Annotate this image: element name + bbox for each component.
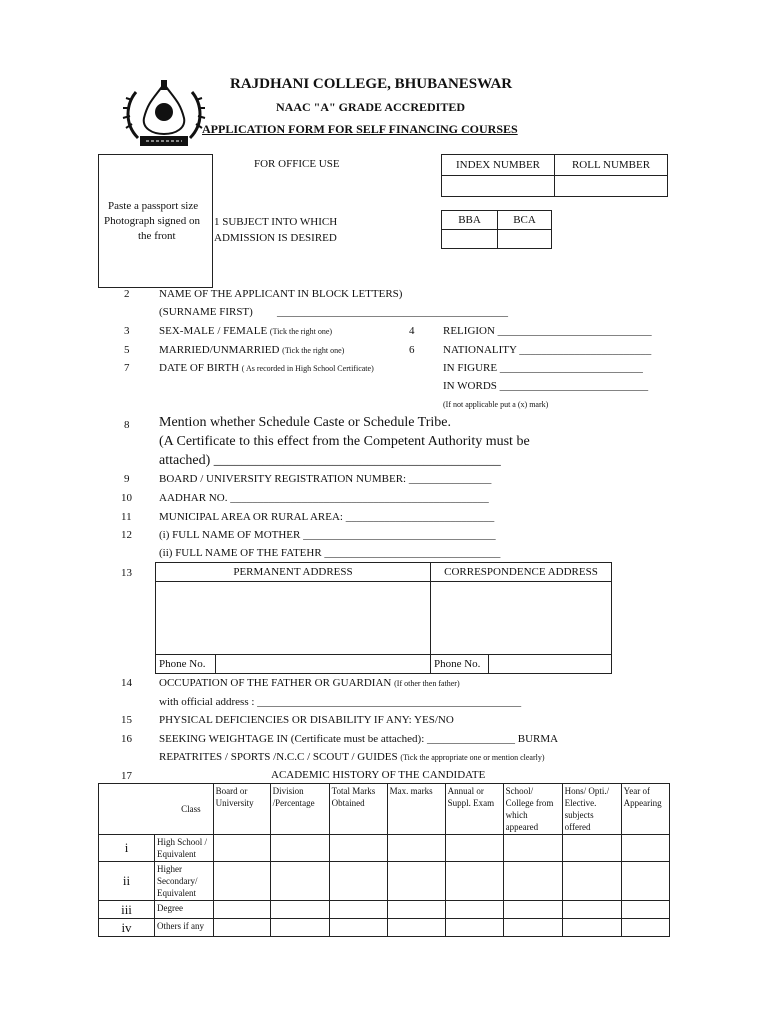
father-name-field[interactable]: (ii) FULL NAME OF THE FATEHR ________________________________ [159, 547, 501, 559]
school-header: School/ College from which appeared [503, 784, 562, 835]
caste-line-2: (A Certificate to this effect from the Competent Authority must be [159, 434, 530, 449]
row-number: iii [99, 901, 155, 919]
table-cell[interactable] [562, 862, 621, 901]
dob-label [159, 362, 374, 374]
form-title: APPLICATION FORM FOR SELF FINANCING COURSES [202, 122, 518, 136]
table-cell[interactable] [387, 901, 445, 919]
table-cell[interactable] [562, 919, 621, 937]
permanent-phone-field[interactable] [216, 655, 431, 674]
item-number-11: 11 [121, 511, 132, 523]
class-cell: Higher Secondary/ Equivalent [155, 862, 214, 901]
table-cell[interactable] [387, 919, 445, 937]
bba-tick-box[interactable] [442, 230, 498, 249]
not-applicable-note: (If not applicable put a (x) mark) [443, 400, 549, 409]
occupation-text: OCCUPATION OF THE FATHER OR GUARDIAN [159, 677, 392, 689]
repatrites-label [159, 751, 545, 763]
office-use-label: FOR OFFICE USE [254, 158, 340, 170]
item-number-6: 6 [409, 344, 415, 356]
nationality-field[interactable]: NATIONALITY ________________________ [443, 344, 652, 356]
item-number-8: 8 [124, 419, 130, 431]
item-number-2: 2 [124, 288, 130, 300]
table-cell[interactable] [213, 919, 270, 937]
subject-bca: BCA [498, 211, 552, 230]
bca-tick-box[interactable] [498, 230, 552, 249]
table-cell[interactable] [562, 901, 621, 919]
roll-number-field[interactable] [555, 176, 668, 197]
surname-field[interactable]: __________________________________________ [277, 306, 508, 318]
table-cell[interactable] [329, 919, 387, 937]
office-use-table [441, 154, 668, 197]
table-cell[interactable] [213, 901, 270, 919]
permanent-phone-label: Phone No. [156, 655, 216, 674]
dob-note: ( As recorded in High School Certificate) [241, 364, 374, 373]
table-cell[interactable] [621, 862, 669, 901]
table-cell[interactable] [329, 862, 387, 901]
applicant-name-label: NAME OF THE APPLICANT IN BLOCK LETTERS) [159, 288, 403, 300]
table-cell[interactable] [270, 901, 329, 919]
photo-instruction-2: Photograph signed on [104, 215, 200, 227]
table-row [99, 901, 670, 919]
item-number-10: 10 [121, 492, 132, 504]
subject-table [441, 210, 552, 249]
item-number-4: 4 [409, 325, 415, 337]
year-header: Year of Appearing [621, 784, 669, 835]
item-number-13: 13 [121, 567, 132, 579]
academic-history-title: ACADEMIC HISTORY OF THE CANDIDATE [271, 769, 486, 781]
total-marks-header: Total Marks Obtained [329, 784, 387, 835]
caste-line-1: Mention whether Schedule Caste or Schedule Tribe. [159, 415, 452, 430]
table-cell[interactable] [270, 835, 329, 862]
class-cell: High School / Equivalent [155, 835, 214, 862]
table-cell[interactable] [503, 835, 562, 862]
item-number-17: 17 [121, 770, 132, 782]
index-number-header: INDEX NUMBER [442, 155, 555, 176]
sex-note: (Tick the right one) [269, 327, 333, 336]
class-cell: Degree [155, 901, 214, 919]
table-cell[interactable] [621, 919, 669, 937]
table-cell[interactable] [270, 919, 329, 937]
physical-deficiency-label: PHYSICAL DEFICIENCIES OR DISABILITY IF ANY: YES/NO [159, 714, 454, 726]
roll-number-header: ROLL NUMBER [555, 155, 668, 176]
repatrites-note: (Tick the appropriate one or mention clearly) [400, 753, 545, 762]
item-number-15: 15 [121, 714, 132, 726]
permanent-address-field[interactable] [156, 582, 431, 655]
board-registration-field[interactable]: BOARD / UNIVERSITY REGISTRATION NUMBER: _______________ [159, 473, 492, 485]
row-number: ii [99, 862, 155, 901]
table-cell[interactable] [445, 862, 503, 901]
item-number-3: 3 [124, 325, 130, 337]
weightage-field[interactable]: SEEKING WEIGHTAGE IN (Certificate must be attached): ________________ BURMA [159, 733, 559, 745]
item-number-14: 14 [121, 677, 132, 689]
table-cell[interactable] [621, 835, 669, 862]
exam-type-header: Annual or Suppl. Exam [445, 784, 503, 835]
dob-text: DATE OF BIRTH [159, 362, 240, 374]
table-cell[interactable] [621, 901, 669, 919]
religion-field[interactable]: RELIGION ____________________________ [443, 325, 652, 337]
row-number: i [99, 835, 155, 862]
table-row [99, 919, 670, 937]
marital-label [159, 344, 344, 356]
college-emblem [118, 78, 210, 150]
correspondence-phone-field[interactable] [488, 655, 611, 674]
table-row [99, 835, 670, 862]
table-cell[interactable] [445, 901, 503, 919]
aadhar-field[interactable]: AADHAR NO. _______________________________________________ [159, 492, 489, 504]
official-address-field[interactable]: with official address : ________________________________________________ [159, 696, 522, 708]
repatrites-text: REPATRITES / SPORTS /N.C.C / SCOUT / GUIDES [159, 751, 398, 763]
class-cell: Others if any [155, 919, 214, 937]
table-cell[interactable] [387, 862, 445, 901]
division-header: Division /Percentage [270, 784, 329, 835]
table-cell[interactable] [387, 835, 445, 862]
item-number-5: 5 [124, 344, 130, 356]
subjects-header: Hons/ Opti./ Elective. subjects offered [562, 784, 621, 835]
correspondence-phone-label: Phone No. [430, 655, 488, 674]
subject-label-2: ADMISSION IS DESIRED [214, 232, 337, 244]
sex-label [159, 325, 332, 337]
max-marks-header: Max. marks [387, 784, 445, 835]
permanent-address-header: PERMANENT ADDRESS [156, 563, 431, 582]
occupation-label [159, 677, 460, 689]
table-row [99, 862, 670, 901]
subject-label-1: 1 SUBJECT INTO WHICH [214, 216, 338, 228]
table-cell[interactable] [503, 901, 562, 919]
naac-grade: NAAC "A" GRADE ACCREDITED [276, 100, 466, 114]
dob-figure-field[interactable]: IN FIGURE __________________________ [443, 362, 643, 374]
mother-name-field[interactable]: (i) FULL NAME OF MOTHER ___________________________________ [159, 529, 496, 541]
photo-instruction-1: Paste a passport size [108, 200, 199, 212]
item-number-16: 16 [121, 733, 132, 745]
address-table [155, 562, 612, 674]
academic-history-table [98, 783, 670, 937]
surname-label: (SURNAME FIRST) [159, 306, 253, 318]
table-cell[interactable] [213, 862, 270, 901]
married-text: MARRIED/UNMARRIED [159, 344, 280, 356]
item-number-7: 7 [124, 362, 130, 374]
board-header: Board or University [213, 784, 270, 835]
correspondence-address-header: CORRESPONDENCE ADDRESS [430, 563, 611, 582]
row-number: iv [99, 919, 155, 937]
table-cell[interactable] [445, 835, 503, 862]
table-cell[interactable] [562, 835, 621, 862]
table-cell[interactable] [503, 919, 562, 937]
sex-text: SEX-MALE / FEMALE [159, 325, 268, 337]
caste-field[interactable]: attached) _________________________________________ [159, 453, 501, 468]
dob-words-field[interactable]: IN WORDS ___________________________ [443, 380, 649, 392]
table-cell[interactable] [329, 901, 387, 919]
table-cell[interactable] [445, 919, 503, 937]
table-cell[interactable] [213, 835, 270, 862]
married-note: (Tick the right one) [282, 346, 345, 355]
occupation-note: (If other then father) [394, 679, 460, 688]
item-number-12: 12 [121, 529, 132, 541]
table-cell[interactable] [329, 835, 387, 862]
subject-bba: BBA [442, 211, 498, 230]
table-cell[interactable] [270, 862, 329, 901]
college-name: RAJDHANI COLLEGE, BHUBANESWAR [230, 76, 513, 92]
correspondence-address-field[interactable] [430, 582, 611, 655]
photo-instruction-3: the front [138, 230, 176, 242]
table-cell[interactable] [503, 862, 562, 901]
municipal-field[interactable]: MUNICIPAL AREA OR RURAL AREA: ___________________________ [159, 511, 495, 523]
class-header: Class [99, 784, 214, 835]
index-number-field[interactable] [442, 176, 555, 197]
item-number-9: 9 [124, 473, 130, 485]
